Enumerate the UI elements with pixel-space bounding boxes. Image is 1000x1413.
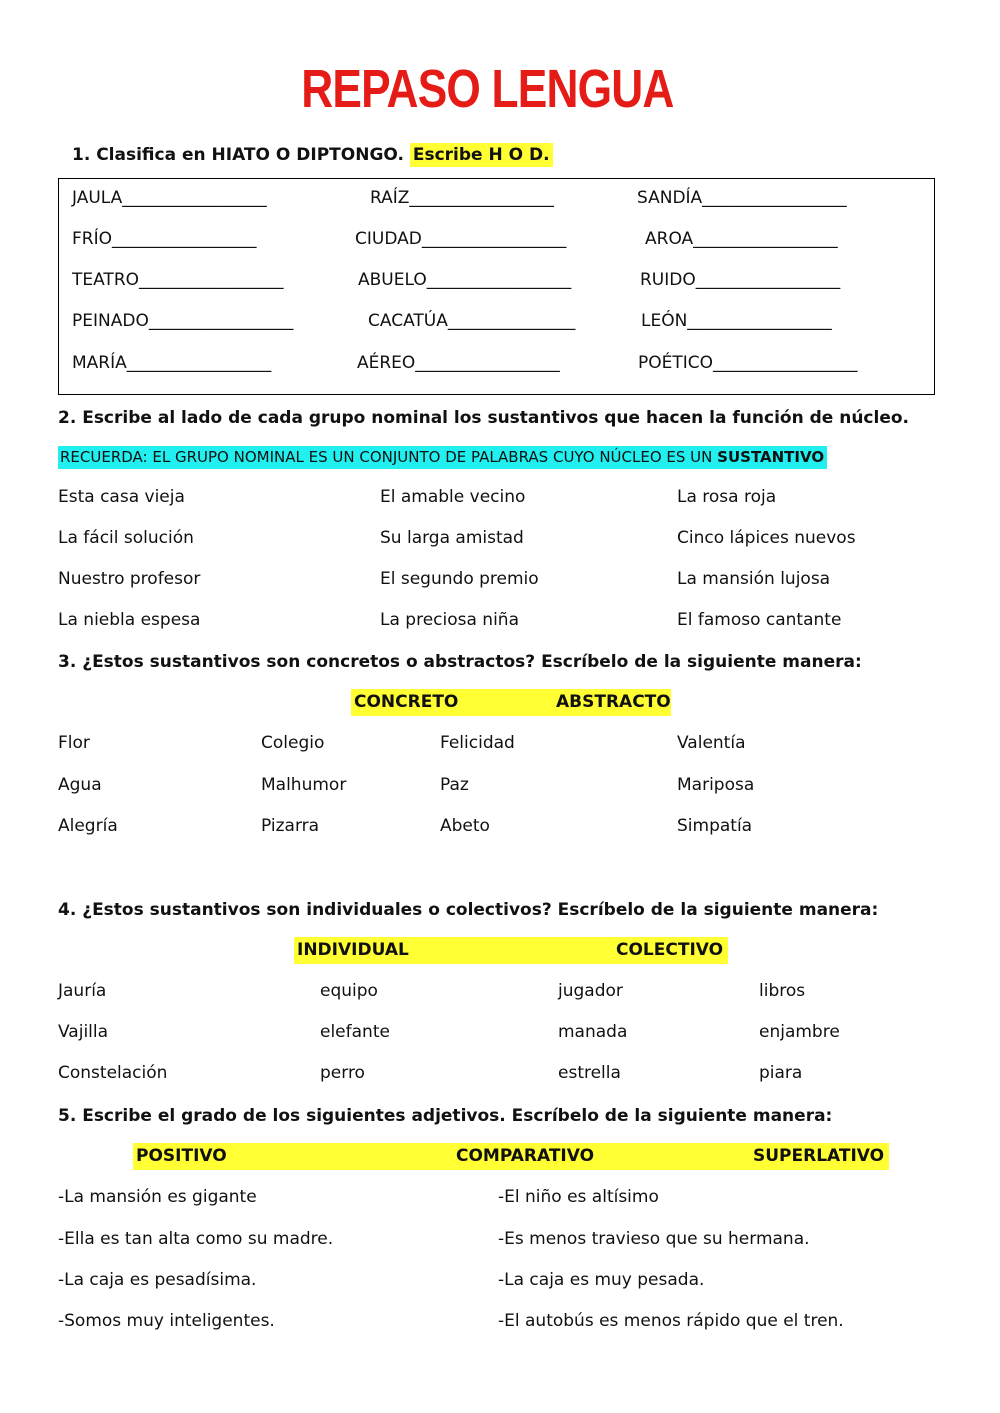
- label-concreto: CONCRETO: [354, 692, 459, 712]
- noun-item: Flor: [58, 733, 90, 753]
- sentence-item: -La mansión es gigante: [58, 1187, 257, 1207]
- label-superlativo: SUPERLATIVO: [753, 1146, 885, 1166]
- nominal-group: El famoso cantante: [677, 610, 842, 630]
- word-item[interactable]: CACATÚA_______________: [368, 311, 576, 331]
- word-item[interactable]: PEINADO_________________: [72, 311, 294, 331]
- noun-item: Malhumor: [261, 775, 347, 795]
- sentence-item: -El niño es altísimo: [498, 1187, 659, 1207]
- recuerda-note: [58, 446, 827, 469]
- grado-band: [133, 1143, 889, 1170]
- nominal-group: El segundo premio: [380, 569, 539, 589]
- word-item[interactable]: AÉREO_________________: [357, 353, 560, 373]
- sentence-item: -Es menos travieso que su hermana.: [498, 1229, 810, 1249]
- concreto-abstracto-band: [351, 689, 671, 716]
- noun-item: Mariposa: [677, 775, 755, 795]
- label-comparativo: COMPARATIVO: [456, 1146, 595, 1166]
- sentence-item: -La caja es muy pesada.: [498, 1270, 705, 1290]
- noun-item: Valentía: [677, 733, 746, 753]
- word-item[interactable]: JAULA_________________: [72, 188, 267, 208]
- question-1-text: 1. Clasifica en HIATO O DIPTONGO.: [72, 145, 404, 165]
- word-item[interactable]: TEATRO_________________: [72, 270, 284, 290]
- word-item[interactable]: AROA_________________: [645, 229, 838, 249]
- word-item[interactable]: SANDÍA_________________: [637, 188, 847, 208]
- word-item[interactable]: POÉTICO_________________: [638, 353, 858, 373]
- question-5: 5. Escribe el grado de los siguientes adjetivos. Escríbelo de la siguiente manera:: [58, 1106, 833, 1126]
- noun-item: Felicidad: [440, 733, 515, 753]
- nominal-group: La fácil solución: [58, 528, 194, 548]
- noun-item: libros: [759, 981, 806, 1001]
- word-item[interactable]: RAÍZ_________________: [370, 188, 554, 208]
- noun-item: Colegio: [261, 733, 325, 753]
- question-3: 3. ¿Estos sustantivos son concretos o abstractos? Escríbelo de la siguiente manera:: [58, 652, 862, 672]
- noun-item: elefante: [320, 1022, 390, 1042]
- sentence-item: -Somos muy inteligentes.: [58, 1311, 275, 1331]
- nominal-group: El amable vecino: [380, 487, 526, 507]
- nominal-group: Nuestro profesor: [58, 569, 201, 589]
- page-title: REPASO LENGUA: [301, 59, 674, 119]
- nominal-group: Esta casa vieja: [58, 487, 185, 507]
- sentence-item: -El autobús es menos rápido que el tren.: [498, 1311, 844, 1331]
- question-1: [72, 145, 553, 165]
- noun-item: Constelación: [58, 1063, 168, 1083]
- noun-item: Agua: [58, 775, 102, 795]
- noun-item: piara: [759, 1063, 803, 1083]
- word-item[interactable]: MARÍA_________________: [72, 353, 272, 373]
- noun-item: estrella: [558, 1063, 621, 1083]
- noun-item: Paz: [440, 775, 469, 795]
- word-item[interactable]: FRÍO_________________: [72, 229, 257, 249]
- noun-item: jugador: [558, 981, 623, 1001]
- sentence-item: -Ella es tan alta como su madre.: [58, 1229, 334, 1249]
- label-colectivo: COLECTIVO: [616, 940, 724, 960]
- sentence-item: -La caja es pesadísima.: [58, 1270, 257, 1290]
- label-positivo: POSITIVO: [136, 1146, 227, 1166]
- noun-item: Jauría: [58, 981, 107, 1001]
- noun-item: Pizarra: [261, 816, 320, 836]
- nominal-group: La preciosa niña: [380, 610, 519, 630]
- question-4: 4. ¿Estos sustantivos son individuales o colectivos? Escríbelo de la siguiente manera:: [58, 900, 879, 920]
- word-item[interactable]: LEÓN_________________: [641, 311, 832, 331]
- nominal-group: Su larga amistad: [380, 528, 524, 548]
- nominal-group: Cinco lápices nuevos: [677, 528, 856, 548]
- word-item[interactable]: ABUELO_________________: [358, 270, 572, 290]
- noun-item: manada: [558, 1022, 628, 1042]
- noun-item: Simpatía: [677, 816, 753, 836]
- nominal-group: La rosa roja: [677, 487, 777, 507]
- noun-item: Vajilla: [58, 1022, 109, 1042]
- noun-item: enjambre: [759, 1022, 840, 1042]
- word-item[interactable]: RUIDO_________________: [640, 270, 841, 290]
- noun-item: Alegría: [58, 816, 118, 836]
- recuerda-text: RECUERDA: EL GRUPO NOMINAL ES UN CONJUNTO DE PALABRAS CUYO NÚCLEO ES UN: [60, 448, 718, 466]
- noun-item: perro: [320, 1063, 365, 1083]
- nominal-group: La niebla espesa: [58, 610, 201, 630]
- noun-item: equipo: [320, 981, 378, 1001]
- nominal-group: La mansión lujosa: [677, 569, 831, 589]
- noun-item: Abeto: [440, 816, 490, 836]
- question-2: 2. Escribe al lado de cada grupo nominal los sustantivos que hacen la función de núcleo.: [58, 408, 909, 428]
- label-individual: INDIVIDUAL: [297, 940, 409, 960]
- recuerda-bold: SUSTANTIVO: [717, 448, 825, 466]
- label-abstracto: ABSTRACTO: [556, 692, 671, 712]
- question-1-highlight: Escribe H O D.: [410, 143, 553, 167]
- word-item[interactable]: CIUDAD_________________: [355, 229, 567, 249]
- individual-colectivo-band: [294, 937, 728, 964]
